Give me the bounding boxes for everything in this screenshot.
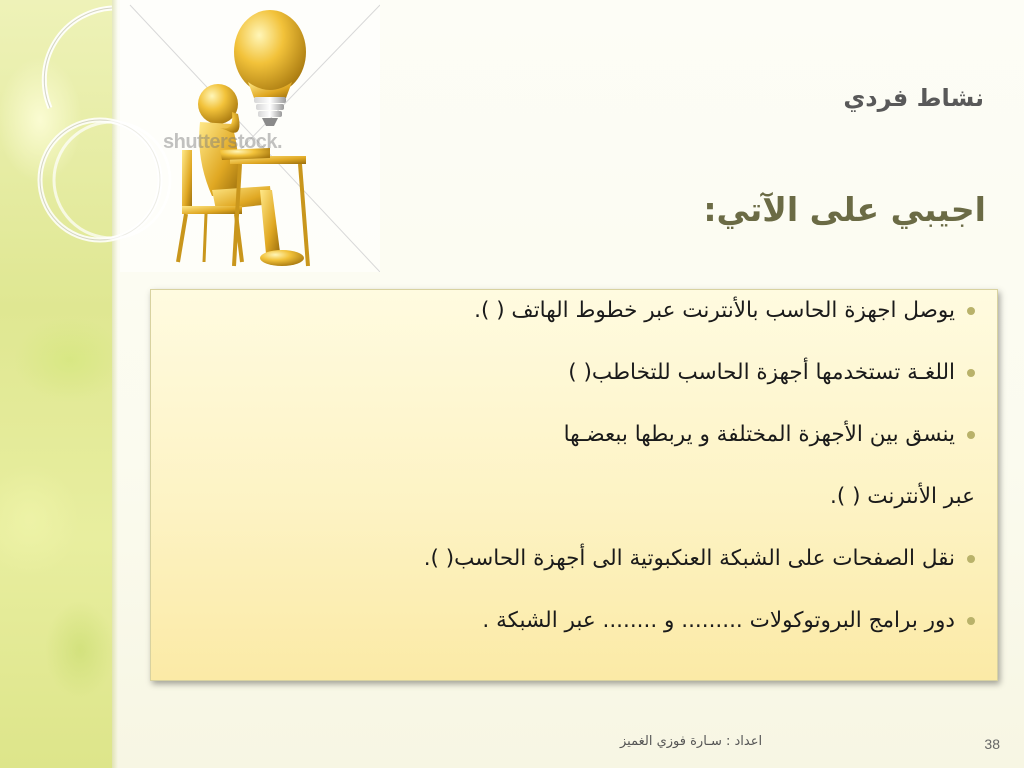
dot-bullet-icon <box>967 431 975 439</box>
list-item <box>171 420 975 450</box>
list-item-text: يوصل اجهزة الحاسب بالأنترنت عبر خطوط الهاتف ( ). <box>474 298 955 323</box>
watermark-text: shutterstock. <box>163 131 283 153</box>
list-item <box>171 358 975 388</box>
dot-bullet-icon <box>967 555 975 563</box>
questions-box <box>150 289 998 681</box>
list-item-text: عبر الأنترنت ( ). <box>830 484 975 509</box>
question-list <box>171 296 975 636</box>
page-number: 38 <box>984 736 1000 752</box>
list-item-continuation <box>171 482 975 512</box>
list-item-text: نقل الصفحات على الشبكة العنكبوتية الى أجهزة الحاسب( ). <box>423 546 955 571</box>
footer-author: اعداد : سـارة فوزي الغميز <box>620 734 763 749</box>
list-item <box>171 606 975 636</box>
list-item <box>171 296 975 326</box>
list-item-text: ينسق بين الأجهزة المختلفة و يربطها ببعضـها <box>563 422 955 447</box>
slide-title: نشاط فردي <box>843 84 984 112</box>
list-item <box>171 544 975 574</box>
dot-bullet-icon <box>967 369 975 377</box>
list-item-text: اللغـة تستخدمها أجهزة الحاسب للتخاطب( ) <box>568 360 955 385</box>
list-item-text: دور برامج البروتوكولات ......... و ........ عبر الشبكة . <box>482 608 955 633</box>
dot-bullet-icon <box>967 617 975 625</box>
dot-bullet-icon <box>967 307 975 315</box>
slide-subtitle: اجيبي على الآتي: <box>703 190 986 229</box>
